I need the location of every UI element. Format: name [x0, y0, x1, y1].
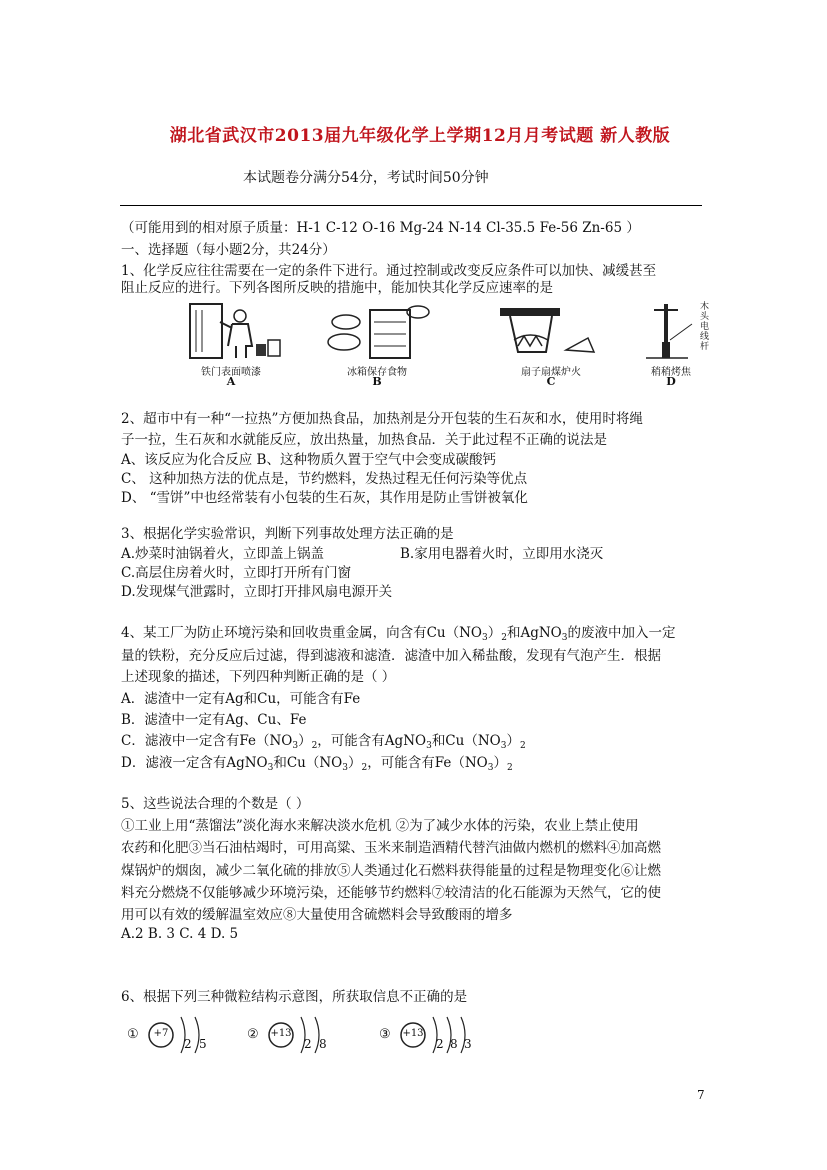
fridge-food-icon: [322, 300, 432, 362]
divider: [120, 205, 702, 206]
atom-3-index: ③: [379, 1027, 391, 1042]
page-title: 湖北省武汉市2013届九年级化学上学期12月月考试题 新人教版: [169, 126, 671, 146]
question-4-option-a: A．滤渣中一定有Ag和Cu，可能含有Fe: [121, 691, 361, 707]
atomic-mass-note: （可能用到的相对原子质量：H-1 C-12 O-16 Mg-24 N-14 Cl-35.5 Fe-56 Zn-65 ）: [121, 220, 640, 236]
atom-3-nucleus: +13: [402, 1028, 424, 1039]
question-5-line-1: ①工业上用“蒸馏法”淡化海水来解决淡水危机 ②为了减少水体的污染，农业上禁止使用: [121, 818, 639, 834]
question-4-option-d: D．滤液一定含有AgNO$_3$和$Cu(NO_3)_2$，可能含有$Fe(NO_3)_2$: [121, 755, 513, 773]
atom-2-nucleus: +13: [270, 1028, 292, 1039]
figure-d-caption: 稍稍烤焦: [651, 367, 691, 378]
painting-door-icon: [176, 300, 286, 362]
figure-d-letter: D: [666, 375, 676, 388]
question-2-line-2: 子一拉，生石灰和水就能反应，放出热量，加热食品．关于此过程不正确的说法是: [121, 432, 607, 448]
figure-c-caption: 扇子扇煤炉火: [521, 367, 581, 378]
question-2-option-d: D、 “雪饼”中也经常装有小包装的生石灰，其作用是防止雪饼被氧化: [121, 490, 528, 506]
question-5-stem: 5、这些说法合理的个数是（ ）: [121, 796, 310, 812]
figure-b-caption: 冰箱保存食物: [347, 367, 407, 378]
question-1-figures: [176, 300, 716, 392]
question-4-line-2: 量的铁粉，充分反应后过滤，得到滤液和滤渣．滤渣中加入稀盐酸，发现有气泡产生．根据: [121, 648, 661, 664]
question-3-option-a: A.炒菜时油锅着火，立即盖上锅盖: [121, 546, 325, 562]
question-6-stem: 6、根据下列三种微粒结构示意图，所获取信息不正确的是: [121, 989, 468, 1005]
section-heading: 一、选择题（每小题2分，共24分）: [121, 242, 336, 258]
atom-2-shell-2: 8: [319, 1037, 327, 1051]
question-1-line-1: 1、化学反应往往需要在一定的条件下进行。通过控制或改变反应条件可以加快、减缓甚至: [121, 263, 657, 279]
pole-label: 木头电线杆: [700, 302, 710, 352]
atom-3-shell-2: 8: [450, 1037, 458, 1051]
question-2-option-c: C、 这种加热方法的优点是，节约燃料，发热过程无任何污染等优点: [121, 471, 528, 487]
figure-a-letter: A: [226, 375, 236, 388]
atom-1-index: ①: [127, 1027, 139, 1042]
atom-1-nucleus: +7: [153, 1028, 169, 1039]
question-4-line-1: 4、某工厂为防止环境污染和回收贵重金属，向含有$Cu(NO_3)_2$和AgNO$_3$的废液中加入一定: [121, 625, 676, 643]
question-3-option-d: D.发现煤气泄露时，立即打开排风扇电源开关: [121, 584, 393, 600]
question-4-option-c: C．滤液中一定含有$Fe(NO_3)_2$，可能含有AgNO$_3$和$Cu(NO_3)_2$: [121, 733, 526, 751]
fan-stove-icon: [496, 300, 606, 362]
atom-2-index: ②: [247, 1027, 259, 1042]
atom-3-shell-1: 2: [436, 1037, 444, 1051]
question-2-line-1: 2、超市中有一种“一拉热”方便加热食品，加热剂是分开包装的生石灰和水，使用时将绳: [121, 411, 643, 427]
page-number: 7: [697, 1088, 705, 1102]
figure-b-letter: B: [372, 375, 382, 388]
figure-a: [176, 300, 286, 392]
question-3-stem: 3、根据化学实验常识，判断下列事故处理方法正确的是: [121, 526, 454, 542]
atom-diagram-2: [247, 1013, 367, 1063]
figure-b: [322, 300, 432, 392]
figure-a-caption: 铁门表面喷漆: [201, 367, 261, 378]
question-5-line-3: 煤锅炉的烟囱，减少二氧化硫的排放⑤人类通过化石燃料获得能量的过程是物理变化⑥让燃: [121, 863, 661, 879]
question-4-line-3: 上述现象的描述，下列四种判断正确的是（ ）: [121, 669, 396, 685]
atom-2-shell-1: 2: [304, 1037, 312, 1051]
question-5-line-4: 料充分燃烧不仅能够减少环境污染，还能够节约燃料⑦较清洁的化石能源为天然气，它的使: [121, 885, 661, 901]
figure-c: [496, 300, 606, 392]
figure-d: [616, 300, 726, 392]
figure-c-letter: C: [546, 375, 556, 388]
question-1-line-2: 阻止反应的进行。下列各图所反映的措施中，能加快其化学反应速率的是: [121, 280, 553, 296]
exam-info: 本试题卷分满分54分，考试时间50分钟: [243, 170, 489, 186]
atom-1-shell-2: 5: [199, 1037, 207, 1051]
atom-diagram-3: [379, 1013, 499, 1063]
question-5-line-5: 用可以有效的缓解温室效应⑧大量使用含硫燃料会导致酸雨的增多: [121, 907, 513, 923]
question-5-options: A.2 B. 3 C. 4 D. 5: [121, 926, 239, 942]
question-5-line-2: 农药和化肥③当石油枯竭时，可用高粱、玉米来制造酒精代替汽油做内燃机的燃料④加高燃: [121, 840, 661, 856]
question-2-option-a-b: A、该反应为化合反应 B、这种物质久置于空气中会变成碳酸钙: [121, 452, 496, 468]
atom-1-shell-1: 2: [184, 1037, 192, 1051]
question-4-option-b: B．滤渣中一定有Ag、Cu、Fe: [121, 712, 307, 728]
atom-3-shell-3: 3: [464, 1037, 472, 1051]
atom-diagram-1: [127, 1013, 247, 1063]
question-3-option-c: C.高层住房着火时，立即打开所有门窗: [121, 565, 352, 581]
question-3-option-b: B.家用电器着火时，立即用水浇灭: [400, 546, 604, 562]
atom-structure-diagrams: [127, 1013, 527, 1063]
